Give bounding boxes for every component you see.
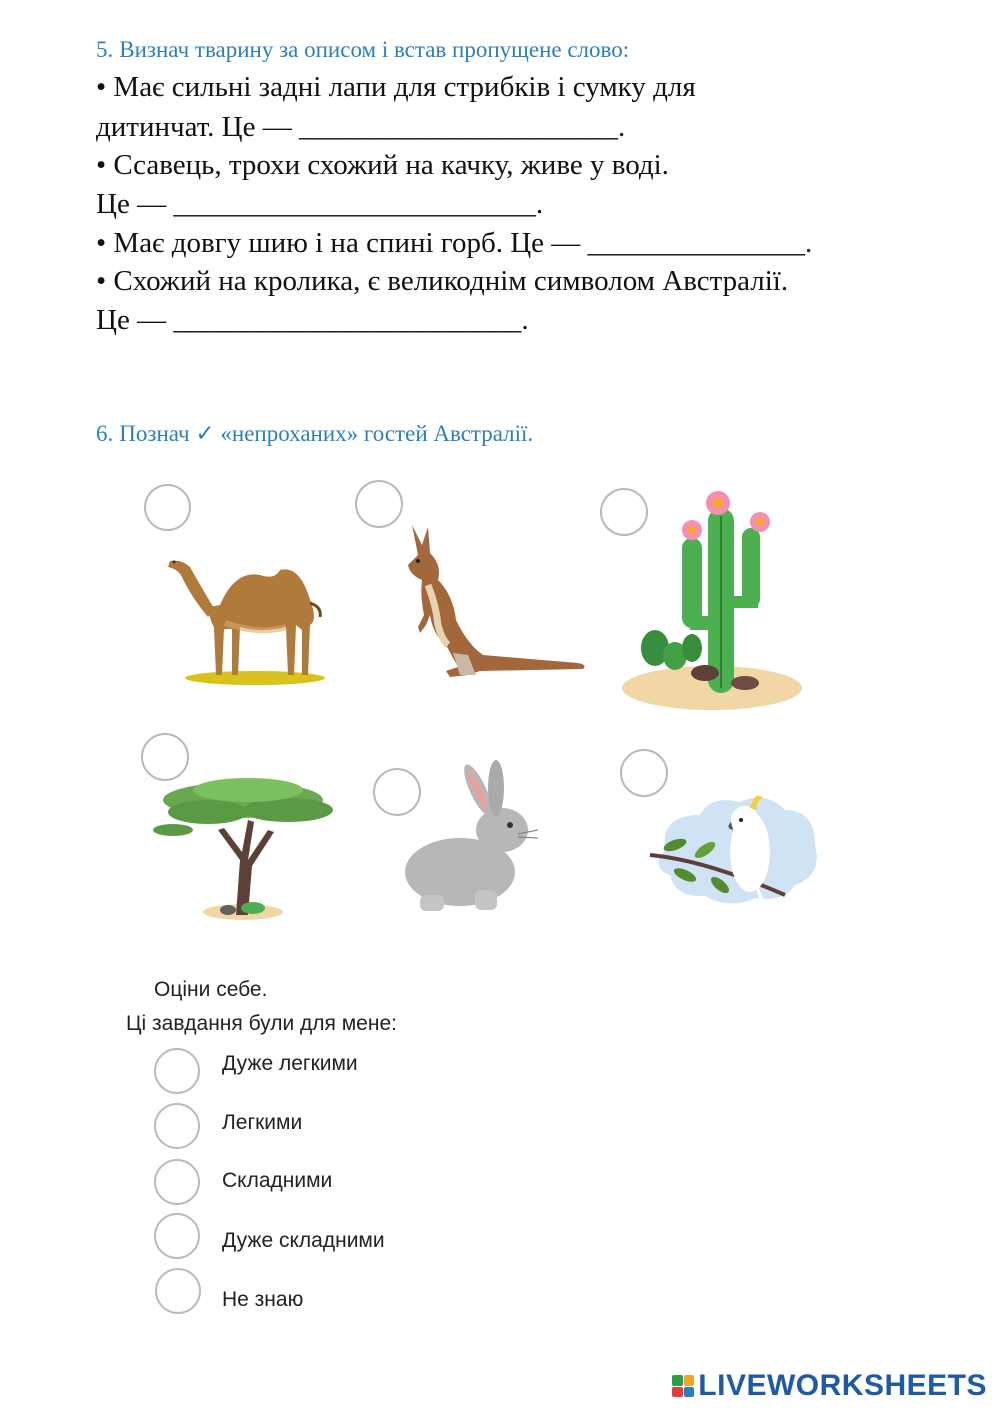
task-6-title-before: Познач [119, 421, 190, 446]
self-assessment-subheading: Ці завдання були для мене: [126, 1012, 397, 1035]
task-5-line-5: • Має довгу шию і на спині горб. Це — _______________. [96, 227, 813, 259]
option-label-difficult[interactable]: Складними [222, 1169, 333, 1192]
option-label-very-easy[interactable]: Дуже легкими [222, 1052, 358, 1075]
liveworksheets-logo-icon [672, 1375, 694, 1397]
option-circle-very-easy[interactable] [154, 1048, 200, 1094]
task-5-line-3: • Ссавець, трохи схожий на качку, живе у воді. [96, 149, 669, 181]
task-5-line-6: • Схожий на кролика, є великоднім символом Австралії. [96, 265, 789, 297]
task-5-line-4: Це — _________________________. [96, 188, 544, 220]
option-label-easy[interactable]: Легкими [222, 1111, 303, 1134]
task-5-line-1: • Має сильні задні лапи для стрибків і сумку для [96, 71, 696, 103]
task-6-title-after: «непроханих» гостей Австралії. [220, 421, 534, 446]
option-label-very-difficult[interactable]: Дуже складними [222, 1229, 385, 1252]
option-label-dont-know[interactable]: Не знаю [222, 1288, 304, 1311]
check-circle-kangaroo[interactable] [355, 480, 403, 528]
rabbit-image [400, 760, 540, 915]
option-circle-dont-know[interactable] [155, 1268, 201, 1314]
task-5-title-text: Визнач тварину за описом і встав пропущене слово: [119, 37, 630, 62]
checkmark-icon: ✓ [195, 421, 215, 447]
task-5-number: 5. [96, 37, 114, 62]
task-6-number: 6. [96, 421, 114, 446]
liveworksheets-brand [672, 1369, 987, 1403]
brand-name: LIVEWORKSHEETS [698, 1369, 987, 1402]
cactus-image [620, 488, 805, 713]
acacia-tree-image [148, 770, 348, 930]
kangaroo-image [398, 525, 593, 685]
option-circle-difficult[interactable] [154, 1159, 200, 1205]
self-assessment-heading: Оціни себе. [154, 978, 268, 1001]
task-5-line-7: Це — ________________________. [96, 304, 529, 336]
task-6-title [96, 421, 533, 447]
check-circle-camel[interactable] [144, 484, 191, 531]
task-5-line-2: дитинчат. Це — ______________________. [96, 111, 626, 143]
task-5-title [96, 37, 629, 63]
camel-image [160, 545, 330, 690]
cockatoo-image [645, 790, 825, 930]
option-circle-easy[interactable] [154, 1103, 200, 1149]
option-circle-very-difficult[interactable] [154, 1213, 200, 1259]
